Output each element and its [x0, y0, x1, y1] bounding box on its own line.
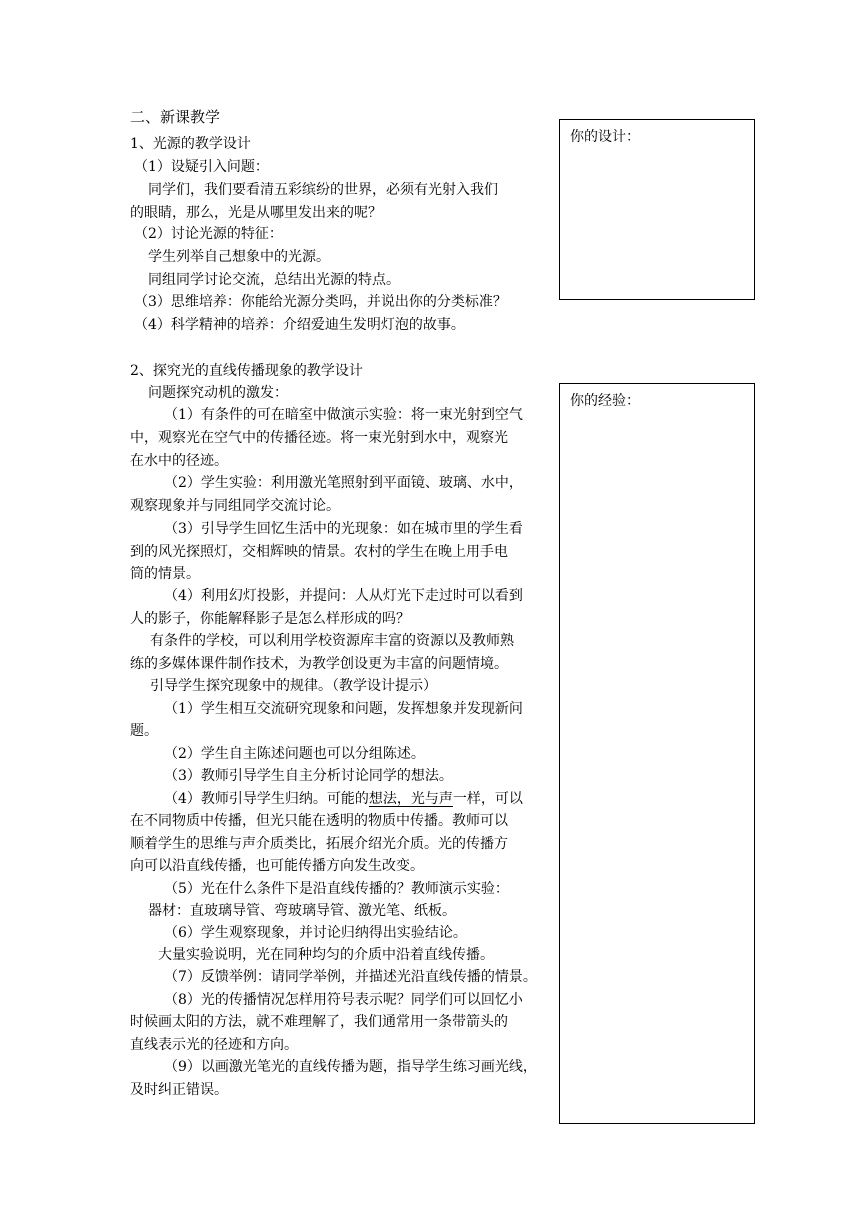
part2-g6: （6）学生观察现象，并讨论归纳得出实验结论。: [164, 925, 467, 941]
part2-m1-line1: （1）有条件的可在暗室中做演示实验：将一束光射到空气: [164, 407, 523, 423]
part2-g4-underlined-phrase: 想法，光与声: [368, 791, 453, 807]
part2-g5: （5）光在什么条件下是沿直线传播的？教师演示实验：: [164, 881, 509, 897]
part2-m4-line1: （4）利用幻灯投影，并提问：人从灯光下走过时可以看到: [164, 588, 523, 604]
part2-g8-line1: （8）光的传播情况怎样用符号表示呢？同学们可以回忆小: [164, 992, 523, 1008]
part2-g1-line2: 题。: [130, 723, 158, 739]
part2-media-line2: 练的多媒体课件制作技术，为教学创设更为丰富的问题情境。: [130, 656, 508, 672]
section-heading: 二、新课教学: [130, 108, 221, 126]
part2-g3: （3）教师引导学生自主分析讨论同学的想法。: [164, 768, 453, 784]
part2-m3-line3: 筒的情景。: [130, 566, 200, 582]
part2-g4-line4: 向可以沿直线传播，也可能传播方向发生改变。: [130, 858, 424, 874]
part2-g1-line1: （1）学生相互交流研究现象和问题，发挥想象并发现新问: [164, 701, 523, 717]
part2-g9-line1: （9）以画激光笔光的直线传播为题，指导学生练习画光线，: [164, 1059, 537, 1075]
part2-g2: （2）学生自主陈述问题也可以分组陈述。: [164, 746, 425, 762]
experience-notes-box: [559, 383, 755, 1124]
part1-title: 1、光源的教学设计: [130, 136, 251, 152]
part2-g7: （7）反馈举例：请同学举例，并描述光沿直线传播的情景。: [164, 969, 537, 985]
experience-notes-label: 你的经验：: [570, 393, 640, 409]
part2-guide-title: 引导学生探究现象中的规律。（教学设计提示）: [150, 678, 437, 694]
part1-step3: （3）思维培养：你能给光源分类吗，并说出你的分类标准？: [134, 294, 507, 310]
part2-g4-line1-start: （4）教师引导学生归纳。可能的: [164, 791, 369, 807]
part1-step2-title: （2）讨论光源的特征：: [134, 226, 283, 242]
part2-motivation-title: 问题探究动机的激发：: [148, 385, 288, 401]
part1-step4: （4）科学精神的培养：介绍爱迪生发明灯泡的故事。: [134, 317, 465, 333]
part2-g8-line2: 时候画太阳的方法，就不难理解了，我们通常用一条带箭头的: [130, 1014, 508, 1030]
part2-g4-line2: 在不同物质中传播，但光只能在透明的物质中传播。教师可以: [130, 813, 508, 829]
part2-m1-line2: 中，观察光在空气中的传播径迹。将一束光射到水中，观察光: [130, 430, 508, 446]
design-notes-box: [559, 119, 755, 300]
part1-step2-line2: 同组同学讨论交流，总结出光源的特点。: [148, 272, 400, 288]
part2-title: 2、探究光的直线传播现象的教学设计: [130, 363, 363, 379]
part2-g9-line2: 及时纠正错误。: [130, 1082, 228, 1098]
part2-m3-line1: （3）引导学生回忆生活中的光现象：如在城市里的学生看: [164, 521, 523, 537]
part1-step1-line2: 的眼睛，那么，光是从哪里发出来的呢？: [130, 205, 382, 221]
part1-step1-line1: 同学们，我们要看清五彩缤纷的世界，必须有光射入我们: [148, 182, 498, 198]
part1-step1-title: （1）设疑引入问题：: [134, 159, 269, 175]
part2-m4-line2: 人的影子，你能解释影子是怎么样形成的吗？: [130, 611, 410, 627]
part2-materials: 器材：直玻璃导管、弯玻璃导管、激光笔、纸板。: [148, 903, 456, 919]
part2-g4-line3: 顺着学生的思维与声介质类比，拓展介绍光介质。光的传播方: [130, 836, 508, 852]
part2-media-line1: 有条件的学校，可以利用学校资源库丰富的资源以及教师熟: [150, 633, 514, 649]
part2-m1-line3: 在水中的径迹。: [130, 453, 228, 469]
part2-m2-line2: 观察现象并与同组同学交流讨论。: [130, 498, 340, 514]
part2-conclusion: 大量实验说明，光在同种均匀的介质中沿着直线传播。: [158, 947, 494, 963]
part1-step2-line1: 学生列举自己想象中的光源。: [148, 249, 330, 265]
part2-g4-line1-end: 一样，可以: [452, 791, 523, 807]
part2-g4-line1: [164, 790, 523, 808]
design-notes-label: 你的设计：: [570, 129, 640, 145]
part2-m3-line2: 到的风光探照灯，交相辉映的情景。农村的学生在晚上用手电: [130, 544, 508, 560]
part2-g8-line3: 直线表示光的径迹和方向。: [130, 1037, 298, 1053]
part2-m2-line1: （2）学生实验：利用激光笔照射到平面镜、玻璃、水中，: [164, 475, 523, 491]
